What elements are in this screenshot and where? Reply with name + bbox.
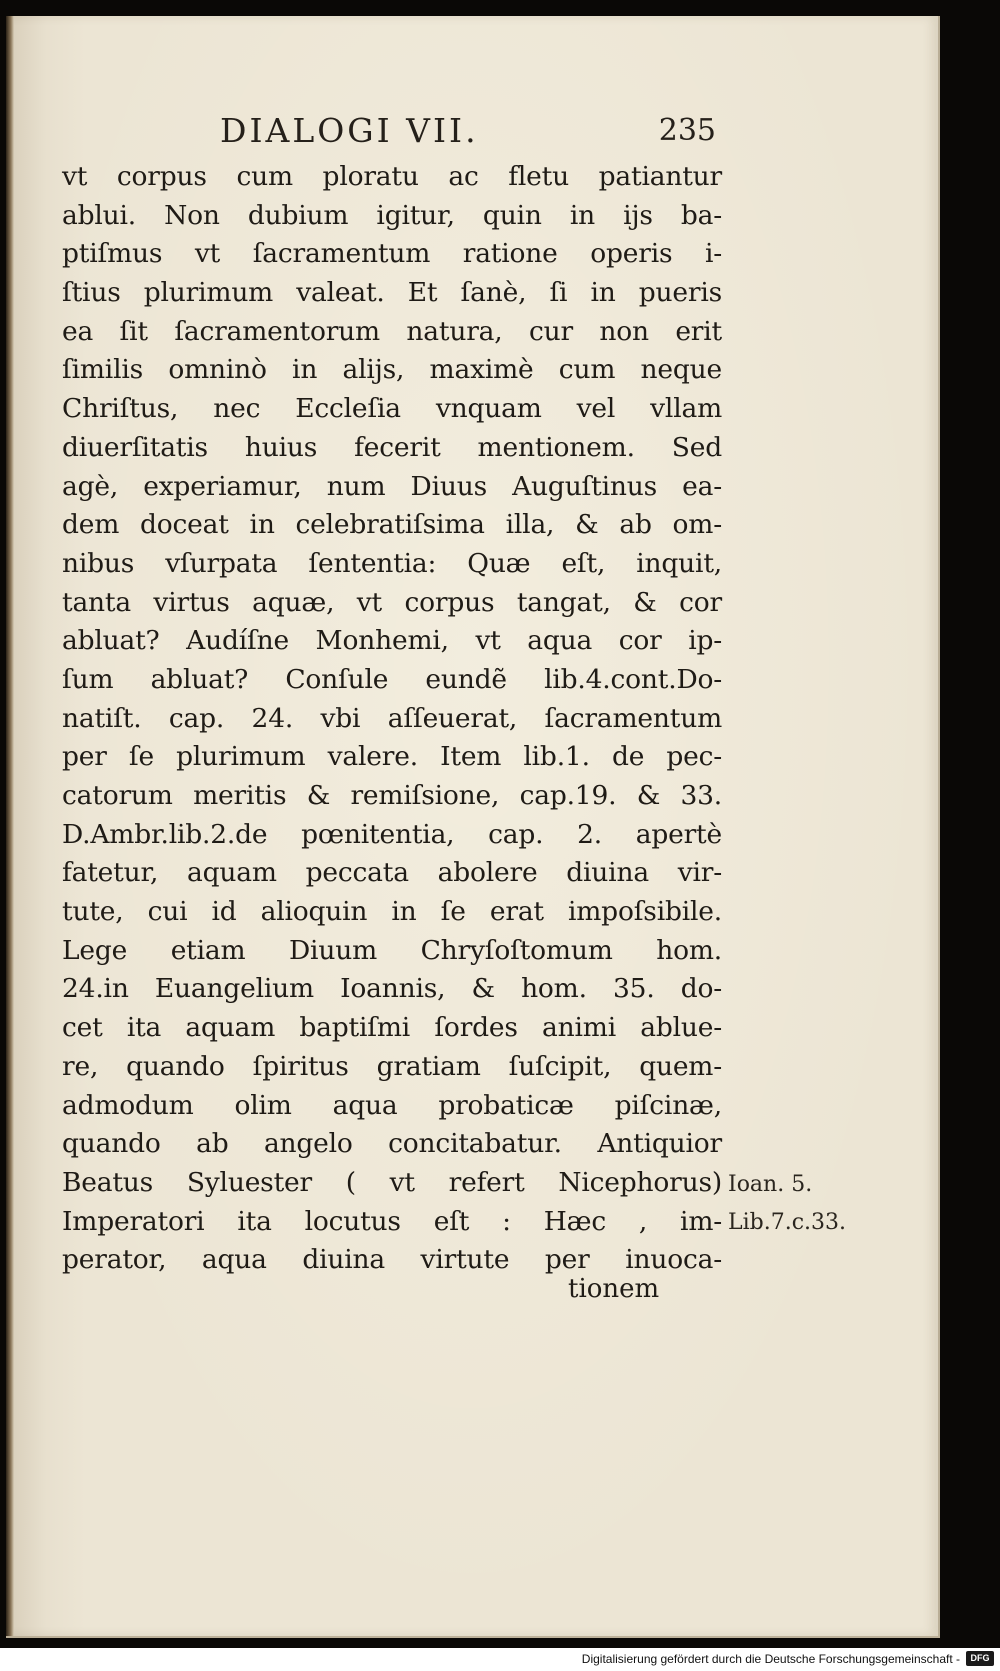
text-line: ſimilis omninò in alijs, maximè cum neque <box>62 354 722 386</box>
text-line: D.Ambr.lib.2.de pœnitentia, cap. 2. apertè <box>62 818 722 850</box>
text-line: ea ſit ſacramentorum natura, cur non erit <box>62 315 722 347</box>
dfg-logo-icon: DFG <box>966 1651 994 1666</box>
text-line: ſtius plurimum valeat. Et ſanè, ſi in pueris <box>62 277 722 309</box>
catchword: tionem <box>568 1274 660 1304</box>
text-line: ablui. Non dubium igitur, quin in ijs ba- <box>62 199 722 231</box>
marginal-note: Lib.7.c.33. <box>728 1210 847 1235</box>
text-line: ſum abluat? Conſule eundẽ lib.4.cont.Do- <box>62 663 722 695</box>
text-line: Chriſtus, nec Eccleſia vnquam vel vllam <box>62 393 722 425</box>
text-line: catorum meritis & remiſsione, cap.19. & 33. <box>62 780 722 811</box>
text-line: 24.in Euangelium Ioannis, & hom. 35. do- <box>62 973 722 1005</box>
digitization-footer <box>0 1648 1000 1671</box>
text-line: tute, cui id alioquin in ſe erat impoſsibile. <box>62 896 722 928</box>
marginal-note: Ioan. 5. <box>728 1172 813 1197</box>
text-line: abluat? Audíſne Monhemi, vt aqua cor ip- <box>62 625 722 657</box>
text-line: perator, aqua diuina virtute per inuoca- <box>62 1244 722 1276</box>
text-line: Imperatori ita locutus eſt : Hæc , im- <box>62 1205 722 1237</box>
text-line: per ſe plurimum valere. Item lib.1. de pec- <box>62 741 722 773</box>
text-line: nibus vſurpata ſententia: Quæ eſt, inquit, <box>62 547 722 579</box>
running-title: DIALOGI VII. <box>220 111 479 150</box>
page-number: 235 <box>658 113 716 148</box>
text-line: cet ita aquam baptiſmi ſordes animi ablue- <box>62 1012 722 1044</box>
text-line: quando ab angelo concitabatur. Antiquior <box>62 1128 722 1160</box>
text-line: re, quando ſpiritus gratiam ſuſcipit, quem- <box>62 1050 722 1082</box>
funding-credit: Digitalisierung gefördert durch die Deutsche Forschungsgemeinschaft - <box>581 1652 960 1666</box>
text-line: fatetur, aquam peccata abolere diuina vir- <box>62 857 722 889</box>
text-line: natiſt. cap. 24. vbi aſſeuerat, ſacramentum <box>62 702 722 734</box>
text-line: agè, experiamur, num Diuus Auguſtinus ea- <box>62 470 722 502</box>
text-line: diuerſitatis huius fecerit mentionem. Sed <box>62 431 722 463</box>
text-line: admodum olim aqua probaticæ piſcinæ, <box>62 1089 722 1121</box>
text-line: ptiſmus vt ſacramentum ratione operis i- <box>62 238 722 270</box>
page-gutter-shadow <box>6 16 14 1636</box>
text-line: tanta virtus aquæ, vt corpus tangat, & cor <box>62 586 722 618</box>
text-line: Beatus Syluester ( vt refert Nicephorus) <box>62 1166 722 1198</box>
text-line: vt corpus cum ploratu ac fletu patiantur <box>62 161 722 192</box>
text-line: dem doceat in celebratiſsima illa, & ab om- <box>62 509 722 541</box>
book-page <box>6 16 940 1638</box>
running-head <box>206 111 716 161</box>
body-text <box>62 158 722 1280</box>
marginal-notes <box>728 1166 846 1242</box>
text-line: Lege etiam Diuum Chryſoſtomum hom. <box>62 934 722 966</box>
